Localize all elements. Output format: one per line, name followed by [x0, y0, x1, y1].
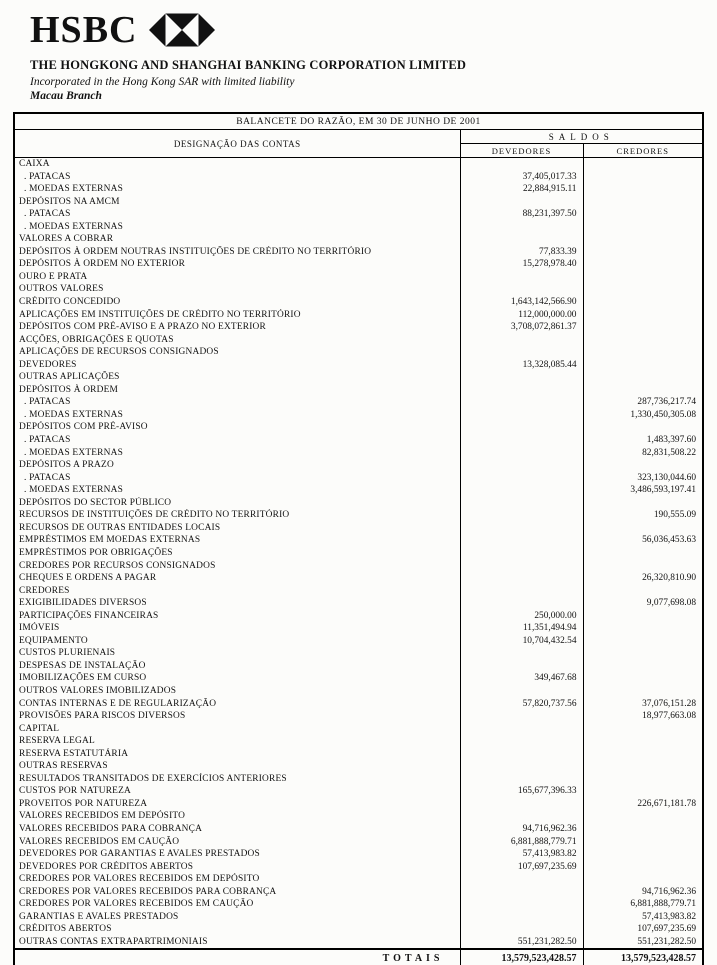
credores-value-cell	[583, 321, 703, 334]
devedores-value-cell: 165,677,396.33	[460, 785, 583, 798]
hsbc-hexagon-icon	[149, 13, 215, 47]
devedores-value-cell: 94,716,962.36	[460, 823, 583, 836]
credores-value-cell: 551,231,282.50	[637, 936, 696, 947]
credores-value-cell: 1,483,397.60	[646, 435, 696, 446]
account-name-cell: CAPITAL	[14, 723, 460, 736]
account-name-cell: CREDORES POR VALORES RECEBIDOS PARA COBRANÇA	[14, 886, 460, 899]
devedores-value-cell	[460, 509, 583, 522]
account-name-cell: CRÉDITO CONCEDIDO	[14, 296, 460, 309]
account-name-cell: . MOEDAS EXTERNAS	[14, 409, 460, 422]
credores-value-cell	[583, 836, 703, 849]
account-name-cell: CONTAS INTERNAS E DE REGULARIZAÇÃO	[14, 698, 460, 711]
devedores-value-cell: 57,820,737.56	[460, 698, 583, 711]
credores-value-cell	[583, 735, 703, 748]
table-row	[14, 534, 703, 547]
account-name-cell: OUTRAS RESERVAS	[14, 760, 460, 773]
credores-value-cell	[583, 171, 703, 184]
devedores-value-cell: 22,884,915.11	[460, 183, 583, 196]
hsbc-logo	[30, 8, 717, 52]
credores-value-cell	[583, 296, 703, 309]
credores-value-cell	[583, 359, 703, 372]
credores-value-cell	[583, 547, 703, 560]
devedores-value-cell	[460, 283, 583, 296]
credores-value-cell	[583, 196, 703, 209]
devedores-value-cell: 3,708,072,861.37	[460, 321, 583, 334]
credores-value-cell	[583, 660, 703, 673]
devedores-value-cell: 349,467.68	[460, 672, 583, 685]
account-name-cell: CAIXA	[14, 158, 460, 171]
table-row	[14, 421, 703, 434]
account-name-cell: EQUIPAMENTO	[14, 635, 460, 648]
devedores-value-cell: 77,833.39	[460, 246, 583, 259]
devedores-value-cell	[460, 459, 583, 472]
credores-column-header: CREDORES	[583, 144, 703, 158]
credores-value-cell	[583, 861, 703, 874]
devedores-value-cell	[460, 735, 583, 748]
account-name-cell: . PATACAS	[14, 396, 460, 409]
account-name-cell: CREDORES	[14, 585, 460, 598]
table-row	[14, 271, 703, 284]
table-row	[14, 710, 703, 723]
account-name-cell: VALORES RECEBIDOS EM DEPÓSITO	[14, 810, 460, 823]
table-row	[14, 773, 703, 786]
credores-value-cell	[583, 647, 703, 660]
account-name-cell: OUTRAS APLICAÇÕES	[14, 371, 460, 384]
devedores-value-cell	[460, 271, 583, 284]
devedores-value-cell	[460, 710, 583, 723]
account-name-cell: CUSTOS PLURIENAIS	[14, 647, 460, 660]
credores-value-cell	[583, 233, 703, 246]
credores-value-cell: 6,881,888,779.71	[630, 899, 696, 910]
credores-value-cell	[583, 459, 703, 472]
account-name-cell: DEPÓSITOS À ORDEM NO EXTERIOR	[14, 258, 460, 271]
account-name-cell: VALORES RECEBIDOS PARA COBRANÇA	[14, 823, 460, 836]
credores-value-cell: 107,697,235.69	[637, 924, 696, 935]
credores-value-cell	[583, 158, 703, 171]
table-row	[14, 283, 703, 296]
credores-value-cell: 287,736,217.74	[637, 397, 696, 408]
branch-name: Macau Branch	[30, 90, 102, 102]
devedores-value-cell: 13,328,085.44	[460, 359, 583, 372]
credores-value-cell	[583, 384, 703, 397]
credores-value-cell: 26,320,810.90	[642, 573, 696, 584]
devedores-value-cell	[460, 773, 583, 786]
devedores-value-cell: 6,881,888,779.71	[460, 836, 583, 849]
credores-value-cell	[583, 258, 703, 271]
table-row	[14, 923, 703, 936]
balance-table-header	[14, 113, 703, 158]
credores-value-cell	[583, 271, 703, 284]
saldos-header: SALDOS	[460, 130, 703, 144]
devedores-value-cell	[460, 748, 583, 761]
account-name-cell: IMÓVEIS	[14, 622, 460, 635]
devedores-value-cell	[460, 760, 583, 773]
table-row	[14, 233, 703, 246]
table-row	[14, 459, 703, 472]
table-row	[14, 597, 703, 610]
incorporation-line: Incorporated in the Hong Kong SAR with limited liability	[30, 76, 295, 88]
account-name-cell: DEPÓSITOS NA AMCM	[14, 196, 460, 209]
account-name-cell: DESPESAS DE INSTALAÇÃO	[14, 660, 460, 673]
devedores-value-cell	[460, 810, 583, 823]
account-name-cell: VALORES RECEBIDOS EM CAUÇÃO	[14, 836, 460, 849]
credores-value-cell	[583, 760, 703, 773]
devedores-value-cell	[460, 221, 583, 234]
table-row	[14, 685, 703, 698]
table-row	[14, 409, 703, 422]
devedores-value-cell: 112,000,000.00	[460, 309, 583, 322]
table-row	[14, 785, 703, 798]
devedores-value-cell	[460, 798, 583, 811]
credores-value-cell: 57,413,983.82	[642, 911, 696, 922]
totals-devedores: 13,579,523,428.57	[460, 949, 583, 965]
table-row	[14, 509, 703, 522]
table-row	[14, 572, 703, 585]
devedores-value-cell	[460, 434, 583, 447]
table-row	[14, 873, 703, 886]
balance-table	[13, 112, 704, 965]
account-name-cell: CREDORES POR RECURSOS CONSIGNADOS	[14, 560, 460, 573]
table-row	[14, 560, 703, 573]
table-row	[14, 735, 703, 748]
devedores-value-cell	[460, 196, 583, 209]
devedores-value-cell	[460, 873, 583, 886]
totals-credores: 13,579,523,428.57	[583, 949, 703, 965]
table-row	[14, 522, 703, 535]
devedores-value-cell	[460, 158, 583, 171]
table-row	[14, 334, 703, 347]
table-row	[14, 246, 703, 259]
accounts-tbody	[14, 158, 703, 950]
devedores-value-cell: 11,351,494.94	[460, 622, 583, 635]
account-name-cell: . PATACAS	[14, 434, 460, 447]
credores-value-cell	[583, 334, 703, 347]
table-row	[14, 258, 703, 271]
account-name-cell: VALORES A COBRAR	[14, 233, 460, 246]
account-name-cell: DEPÓSITOS COM PRÉ-AVISO	[14, 421, 460, 434]
account-name-cell: EMPRÉSTIMOS EM MOEDAS EXTERNAS	[14, 534, 460, 547]
credores-value-cell	[583, 585, 703, 598]
devedores-value-cell	[460, 233, 583, 246]
devedores-value-cell	[460, 597, 583, 610]
table-row	[14, 848, 703, 861]
devedores-value-cell	[460, 685, 583, 698]
account-name-cell: . PATACAS	[14, 171, 460, 184]
account-name-cell: DEVEDORES	[14, 359, 460, 372]
devedores-value-cell	[460, 409, 583, 422]
devedores-value-cell: 107,697,235.69	[460, 861, 583, 874]
account-name-cell: APLICAÇÕES EM INSTITUIÇÕES DE CRÉDITO NO TERRITÓRIO	[14, 309, 460, 322]
account-name-cell: RECURSOS DE OUTRAS ENTIDADES LOCAIS	[14, 522, 460, 535]
credores-value-cell	[583, 221, 703, 234]
account-name-cell: EMPRÉSTIMOS POR OBRIGAÇÕES	[14, 547, 460, 560]
table-row	[14, 898, 703, 911]
credores-value-cell	[583, 283, 703, 296]
totals-label: TOTAIS	[14, 949, 460, 965]
devedores-value-cell	[460, 346, 583, 359]
account-name-cell: . PATACAS	[14, 208, 460, 221]
table-row	[14, 861, 703, 874]
table-title: BALANCETE DO RAZÃO, EM 30 DE JUNHO DE 2001	[14, 113, 703, 130]
credores-value-cell: 82,831,508.22	[642, 447, 696, 458]
table-row	[14, 309, 703, 322]
table-row	[14, 810, 703, 823]
credores-value-cell: 323,130,044.60	[637, 472, 696, 483]
account-name-cell: . MOEDAS EXTERNAS	[14, 447, 460, 460]
table-row	[14, 823, 703, 836]
account-name-cell: . PATACAS	[14, 472, 460, 485]
devedores-value-cell: 250,000.00	[460, 610, 583, 623]
account-name-cell: DEVEDORES POR CRÉDITOS ABERTOS	[14, 861, 460, 874]
credores-value-cell	[583, 421, 703, 434]
table-row	[14, 760, 703, 773]
totals-row	[14, 949, 703, 965]
table-row	[14, 447, 703, 460]
credores-value-cell: 9,077,698.08	[646, 598, 696, 609]
company-name: THE HONGKONG AND SHANGHAI BANKING CORPORATION LIMITED	[30, 58, 467, 72]
account-name-cell: . MOEDAS EXTERNAS	[14, 183, 460, 196]
account-name-cell: GARANTIAS E AVALES PRESTADOS	[14, 911, 460, 924]
account-name-cell: RESERVA ESTATUTÁRIA	[14, 748, 460, 761]
devedores-value-cell	[460, 660, 583, 673]
table-row	[14, 158, 703, 171]
account-name-cell: OUTROS VALORES IMOBILIZADOS	[14, 685, 460, 698]
account-name-cell: OURO E PRATA	[14, 271, 460, 284]
credores-value-cell	[583, 723, 703, 736]
account-name-cell: RESERVA LEGAL	[14, 735, 460, 748]
credores-value-cell	[583, 748, 703, 761]
devedores-column-header: DEVEDORES	[460, 144, 583, 158]
devedores-value-cell	[460, 384, 583, 397]
credores-value-cell: 1,330,450,305.08	[630, 409, 696, 420]
credores-value-cell: 3,486,593,197.41	[630, 485, 696, 496]
table-row	[14, 384, 703, 397]
devedores-value-cell	[460, 911, 583, 924]
devedores-value-cell	[460, 886, 583, 899]
account-name-cell: EXIGIBILIDADES DIVERSOS	[14, 597, 460, 610]
table-row	[14, 886, 703, 899]
account-name-cell: RESULTADOS TRANSITADOS DE EXERCÍCIOS ANTERIORES	[14, 773, 460, 786]
account-name-cell: RECURSOS DE INSTITUIÇÕES DE CRÉDITO NO TERRITÓRIO	[14, 509, 460, 522]
table-row	[14, 610, 703, 623]
credores-value-cell	[583, 309, 703, 322]
table-row	[14, 672, 703, 685]
table-row	[14, 221, 703, 234]
table-row	[14, 208, 703, 221]
credores-value-cell	[583, 246, 703, 259]
devedores-value-cell	[460, 371, 583, 384]
devedores-value-cell	[460, 585, 583, 598]
designation-column-header: DESIGNAÇÃO DAS CONTAS	[14, 130, 460, 158]
account-name-cell: IMOBILIZAÇÕES EM CURSO	[14, 672, 460, 685]
credores-value-cell	[583, 371, 703, 384]
table-row	[14, 359, 703, 372]
devedores-value-cell: 1,643,142,566.90	[460, 296, 583, 309]
account-name-cell: PARTICIPAÇÕES FINANCEIRAS	[14, 610, 460, 623]
devedores-value-cell	[460, 560, 583, 573]
credores-value-cell: 226,671,181.78	[637, 798, 696, 809]
credores-value-cell	[583, 183, 703, 196]
credores-value-cell	[583, 810, 703, 823]
table-row	[14, 321, 703, 334]
table-row	[14, 936, 703, 950]
account-name-cell: OUTRAS CONTAS EXTRAPARTRIMONIAIS	[14, 936, 460, 950]
account-name-cell: CUSTOS POR NATUREZA	[14, 785, 460, 798]
table-row	[14, 296, 703, 309]
table-row	[14, 396, 703, 409]
devedores-value-cell	[460, 334, 583, 347]
devedores-value-cell: 37,405,017.33	[460, 171, 583, 184]
devedores-value-cell	[460, 547, 583, 560]
devedores-value-cell	[460, 472, 583, 485]
account-name-cell: DEPÓSITOS COM PRÉ-AVISO E A PRAZO NO EXTERIOR	[14, 321, 460, 334]
devedores-value-cell	[460, 396, 583, 409]
table-row	[14, 723, 703, 736]
account-name-cell: OUTROS VALORES	[14, 283, 460, 296]
account-name-cell: DEPÓSITOS À ORDEM NOUTRAS INSTITUIÇÕES DE CRÉDITO NO TERRITÓRIO	[14, 246, 460, 259]
credores-value-cell	[583, 873, 703, 886]
credores-value-cell	[583, 635, 703, 648]
credores-value-cell: 56,036,453.63	[642, 535, 696, 546]
devedores-value-cell	[460, 534, 583, 547]
account-name-cell: ACÇÕES, OBRIGAÇÕES E QUOTAS	[14, 334, 460, 347]
account-name-cell: CREDORES POR VALORES RECEBIDOS EM DEPÓSITO	[14, 873, 460, 886]
credores-value-cell: 37,076,151.28	[642, 698, 696, 709]
table-row	[14, 196, 703, 209]
table-row	[14, 748, 703, 761]
credores-value-cell	[583, 823, 703, 836]
devedores-value-cell	[460, 923, 583, 936]
table-row	[14, 635, 703, 648]
credores-value-cell: 18,977,663.08	[642, 711, 696, 722]
table-row	[14, 911, 703, 924]
devedores-value-cell: 57,413,983.82	[460, 848, 583, 861]
account-name-cell: . MOEDAS EXTERNAS	[14, 484, 460, 497]
table-row	[14, 183, 703, 196]
table-row	[14, 660, 703, 673]
devedores-value-cell	[460, 484, 583, 497]
credores-value-cell	[583, 785, 703, 798]
devedores-value-cell	[460, 497, 583, 510]
account-name-cell: CHEQUES E ORDENS A PAGAR	[14, 572, 460, 585]
devedores-value-cell	[460, 898, 583, 911]
account-name-cell: DEVEDORES POR GARANTIAS E AVALES PRESTADOS	[14, 848, 460, 861]
table-row	[14, 585, 703, 598]
table-row	[14, 484, 703, 497]
account-name-cell: CREDORES POR VALORES RECEBIDOS EM CAUÇÃO	[14, 898, 460, 911]
account-name-cell: DEPÓSITOS DO SECTOR PÚBLICO	[14, 497, 460, 510]
credores-value-cell	[583, 346, 703, 359]
account-name-cell: . MOEDAS EXTERNAS	[14, 221, 460, 234]
credores-value-cell	[583, 522, 703, 535]
credores-value-cell	[583, 773, 703, 786]
account-name-cell: DEPÓSITOS A PRAZO	[14, 459, 460, 472]
hsbc-logo-text: HSBC	[30, 9, 138, 51]
table-row	[14, 647, 703, 660]
credores-value-cell: 94,716,962.36	[642, 886, 696, 897]
credores-value-cell	[583, 685, 703, 698]
credores-value-cell	[583, 622, 703, 635]
credores-value-cell	[583, 208, 703, 221]
letterhead	[0, 0, 717, 102]
devedores-value-cell	[460, 421, 583, 434]
table-row	[14, 698, 703, 711]
table-row	[14, 371, 703, 384]
devedores-value-cell: 15,278,978.40	[460, 258, 583, 271]
account-name-cell: APLICAÇÕES DE RECURSOS CONSIGNADOS	[14, 346, 460, 359]
table-row	[14, 547, 703, 560]
devedores-value-cell	[460, 522, 583, 535]
devedores-value-cell: 551,231,282.50	[460, 936, 583, 950]
table-row	[14, 622, 703, 635]
account-name-cell: CRÉDITOS ABERTOS	[14, 923, 460, 936]
account-name-cell: PROVEITOS POR NATUREZA	[14, 798, 460, 811]
credores-value-cell	[583, 672, 703, 685]
account-name-cell: PROVISÕES PARA RISCOS DIVERSOS	[14, 710, 460, 723]
credores-value-cell	[583, 497, 703, 510]
table-row	[14, 836, 703, 849]
table-row	[14, 798, 703, 811]
table-row	[14, 171, 703, 184]
credores-value-cell	[583, 610, 703, 623]
table-row	[14, 472, 703, 485]
devedores-value-cell	[460, 572, 583, 585]
devedores-value-cell	[460, 723, 583, 736]
devedores-value-cell	[460, 647, 583, 660]
credores-value-cell: 190,555.09	[653, 510, 696, 521]
devedores-value-cell: 10,704,432.54	[460, 635, 583, 648]
table-row	[14, 434, 703, 447]
credores-value-cell	[583, 848, 703, 861]
table-row	[14, 497, 703, 510]
table-row	[14, 346, 703, 359]
devedores-value-cell	[460, 447, 583, 460]
credores-value-cell	[583, 560, 703, 573]
devedores-value-cell: 88,231,397.50	[460, 208, 583, 221]
account-name-cell: DEPÓSITOS À ORDEM	[14, 384, 460, 397]
